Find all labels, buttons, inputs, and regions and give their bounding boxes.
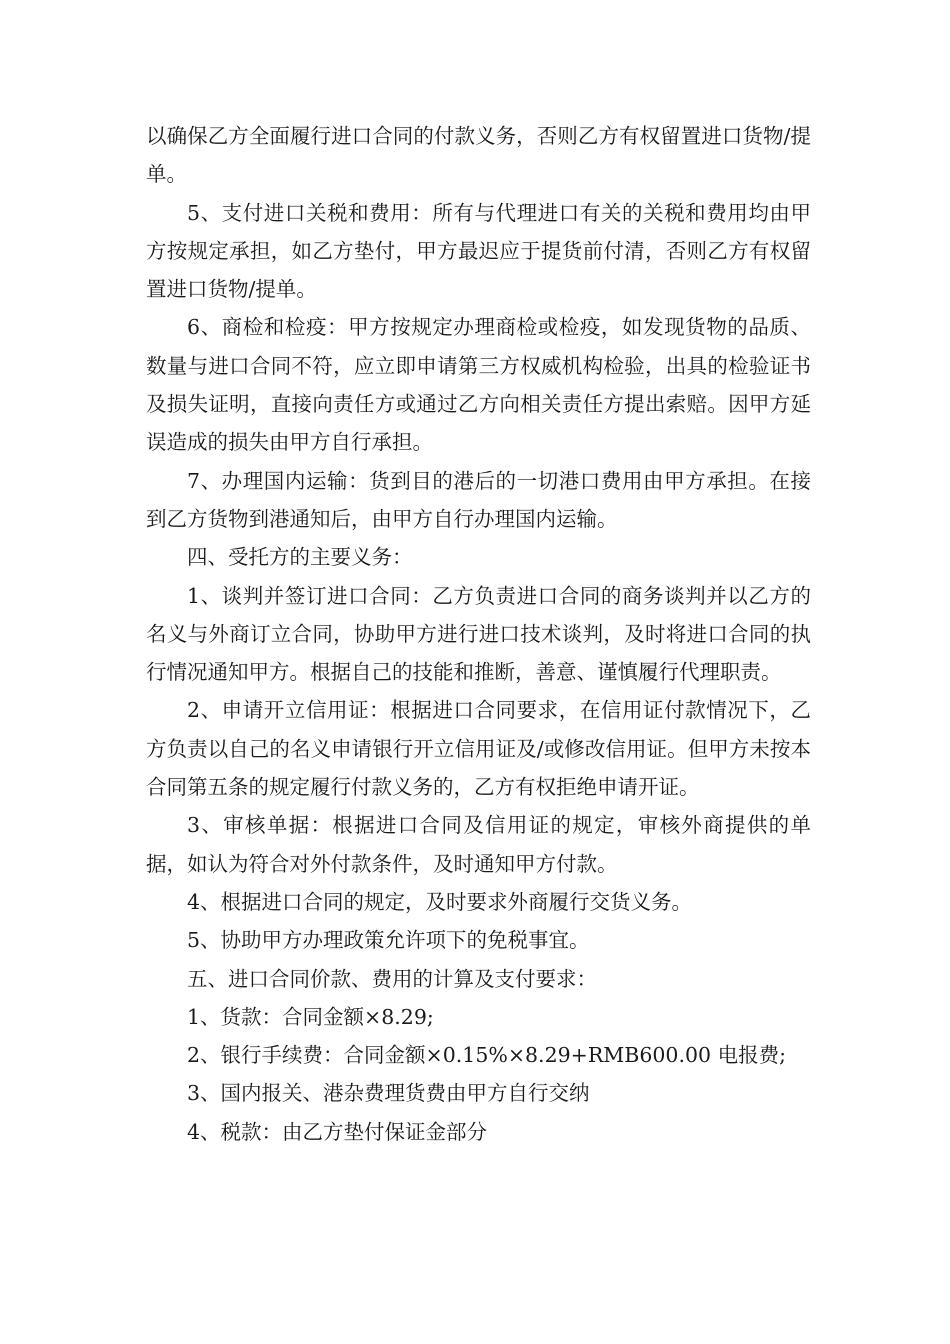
paragraph-cost-4: 4、税款：由乙方垫付保证金部分 <box>187 1119 488 1144</box>
paragraph-continuation: 以确保乙方全面履行进口合同的付款义务，否则乙方有权留置进口货物/提单。 <box>146 124 811 187</box>
paragraph-obligation-3: 3、审核单据：根据进口合同及信用证的规定，审核外商提供的单据，如认为符合对外付款条件，及时通知甲方付款。 <box>146 813 811 876</box>
paragraph-obligation-2: 2、申请开立信用证：根据进口合同要求，在信用证付款情况下，乙方负责以自己的名义申请银行开立信用证及/或修改信用证。但甲方未按本合同第五条的规定履行付款义务的，乙方有权拒绝申请开证。 <box>146 698 811 800</box>
paragraph-obligation-4: 4、根据进口合同的规定，及时要求外商履行交货义务。 <box>187 889 693 914</box>
paragraph-item-7-domestic-transport: 7、办理国内运输：货到目的港后的一切港口费用由甲方承担。在接到乙方货物到港通知后，由甲方自行办理国内运输。 <box>146 468 811 531</box>
section-heading-4: 四、受托方的主要义务： <box>187 545 413 570</box>
paragraph-obligation-5: 5、协助甲方办理政策允许项下的免税事宜。 <box>187 928 590 953</box>
paragraph-cost-2: 2、银行手续费：合同金额×0.15%×8.29+RMB600.00 电报费; <box>187 1043 786 1068</box>
paragraph-obligation-1: 1、谈判并签订进口合同：乙方负责进口合同的商务谈判并以乙方的名义与外商订立合同，协助甲方进行进口技术谈判，及时将进口合同的执行情况通知甲方。根据自己的技能和推断，善意、谨慎履行代理职责。 <box>146 583 811 685</box>
paragraph-cost-3: 3、国内报关、港杂费理货费由甲方自行交纳 <box>187 1081 590 1106</box>
document-body <box>146 117 811 1151</box>
paragraph-item-5-customs-duties: 5、支付进口关税和费用：所有与代理进口有关的关税和费用均由甲方按规定承担，如乙方垫付，甲方最迟应于提货前付清，否则乙方有权留置进口货物/提单。 <box>146 200 811 302</box>
section-heading-5: 五、进口合同价款、费用的计算及支付要求： <box>187 966 597 991</box>
paragraph-cost-1: 1、货款：合同金额×8.29; <box>187 1004 434 1029</box>
paragraph-item-6-inspection: 6、商检和检疫：甲方按规定办理商检或检疫，如发现货物的品质、数量与进口合同不符，应立即申请第三方权威机构检验，出具的检验证书及损失证明，直接向责任方或通过乙方向相关责任方提出索赔。因甲方延误造成的损失由甲方自行承担。 <box>146 315 811 455</box>
